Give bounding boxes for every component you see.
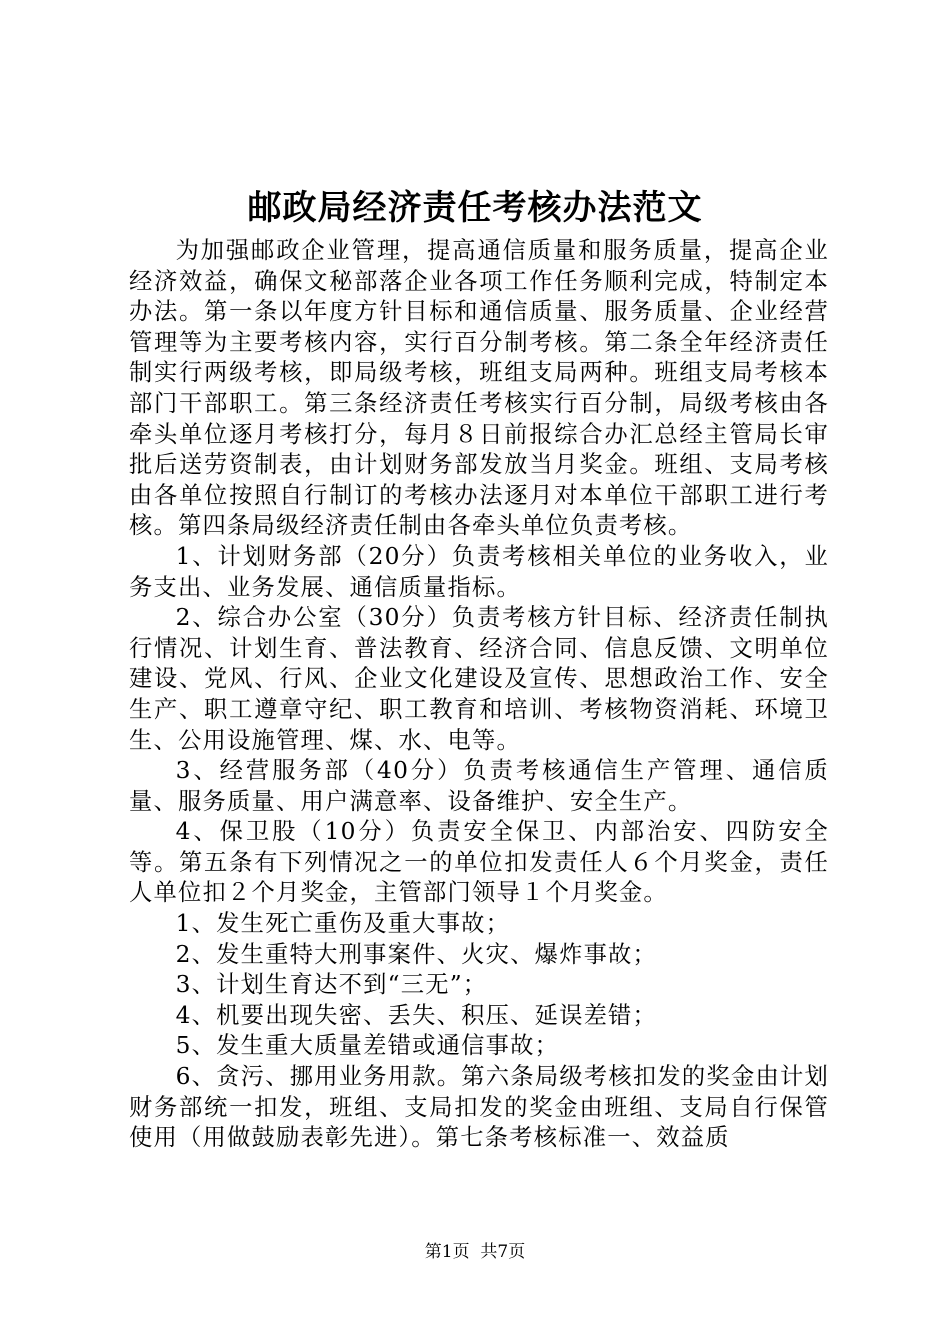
paragraph-item-service: 3、经营服务部（40分）负责考核通信生产管理、通信质量、服务质量、用户满意率、设备维护、安全生产。 xyxy=(129,757,829,815)
page-number-footer: 第1页 共7页 xyxy=(424,1242,526,1262)
paragraph-list-item: 1、发生死亡重伤及重大事故； xyxy=(175,910,511,938)
paragraph-list-item: 4、机要出现失密、丢失、积压、延误差错； xyxy=(175,1001,658,1029)
paragraph-list-item: 2、发生重特大刑事案件、火灾、爆炸事故； xyxy=(175,940,658,968)
paragraph-item-office: 2、综合办公室（30分）负责考核方针目标、经济责任制执行情况、计划生育、普法教育、经济合同、信息反馈、文明单位建设、党风、行风、企业文化建设及宣传、思想政治工作、安全生产、职工遵章守纪、职工教育和培训、考核物资消耗、环境卫生、公用设施管理、煤、水、电等。 xyxy=(129,604,829,754)
document-title: 邮政局经济责任考核办法范文 xyxy=(247,188,703,228)
paragraph-list-item: 6、贪污、挪用业务用款。第六条局级考核扣发的奖金由计划财务部统一扣发，班组、支局扣发的奖金由班组、支局自行保管使用（用做鼓励表彰先进）。第七条考核标准一、效益质 xyxy=(129,1063,829,1152)
paragraph-list-item: 3、计划生育达不到“三无”； xyxy=(175,971,488,999)
document-body xyxy=(129,236,829,1154)
paragraph-intro: 为加强邮政企业管理，提高通信质量和服务质量，提高企业经济效益，确保文秘部落企业各项工作任务顺利完成，特制定本办法。第一条以年度方针目标和通信质量、服务质量、企业经营管理等为主要考核内容，实行百分制考核。第二条全年经济责任制实行两级考核，即局级考核，班组支局两种。班组支局考核本部门干部职工。第三条经济责任考核实行百分制，局级考核由各牵头单位逐月考核打分，每月８日前报综合办汇总经主管局长审批后送劳资制表，由计划财务部发放当月奖金。班组、支局考核由各单位按照自行制订的考核办法逐月对本单位干部职工进行考核。第四条局级经济责任制由各牵头单位负责考核。 xyxy=(129,237,829,540)
paragraph-item-security: 4、保卫股（10分）负责安全保卫、内部治安、四防安全等。第五条有下列情况之一的单位扣发责任人６个月奖金，责任人单位扣２个月奖金，主管部门领导１个月奖金。 xyxy=(129,818,829,907)
paragraph-list-item: 5、发生重大质量差错或通信事故； xyxy=(175,1032,560,1060)
paragraph-item-finance: 1、计划财务部（20分）负责考核相关单位的业务收入，业务支出、业务发展、通信质量指标。 xyxy=(129,542,829,601)
